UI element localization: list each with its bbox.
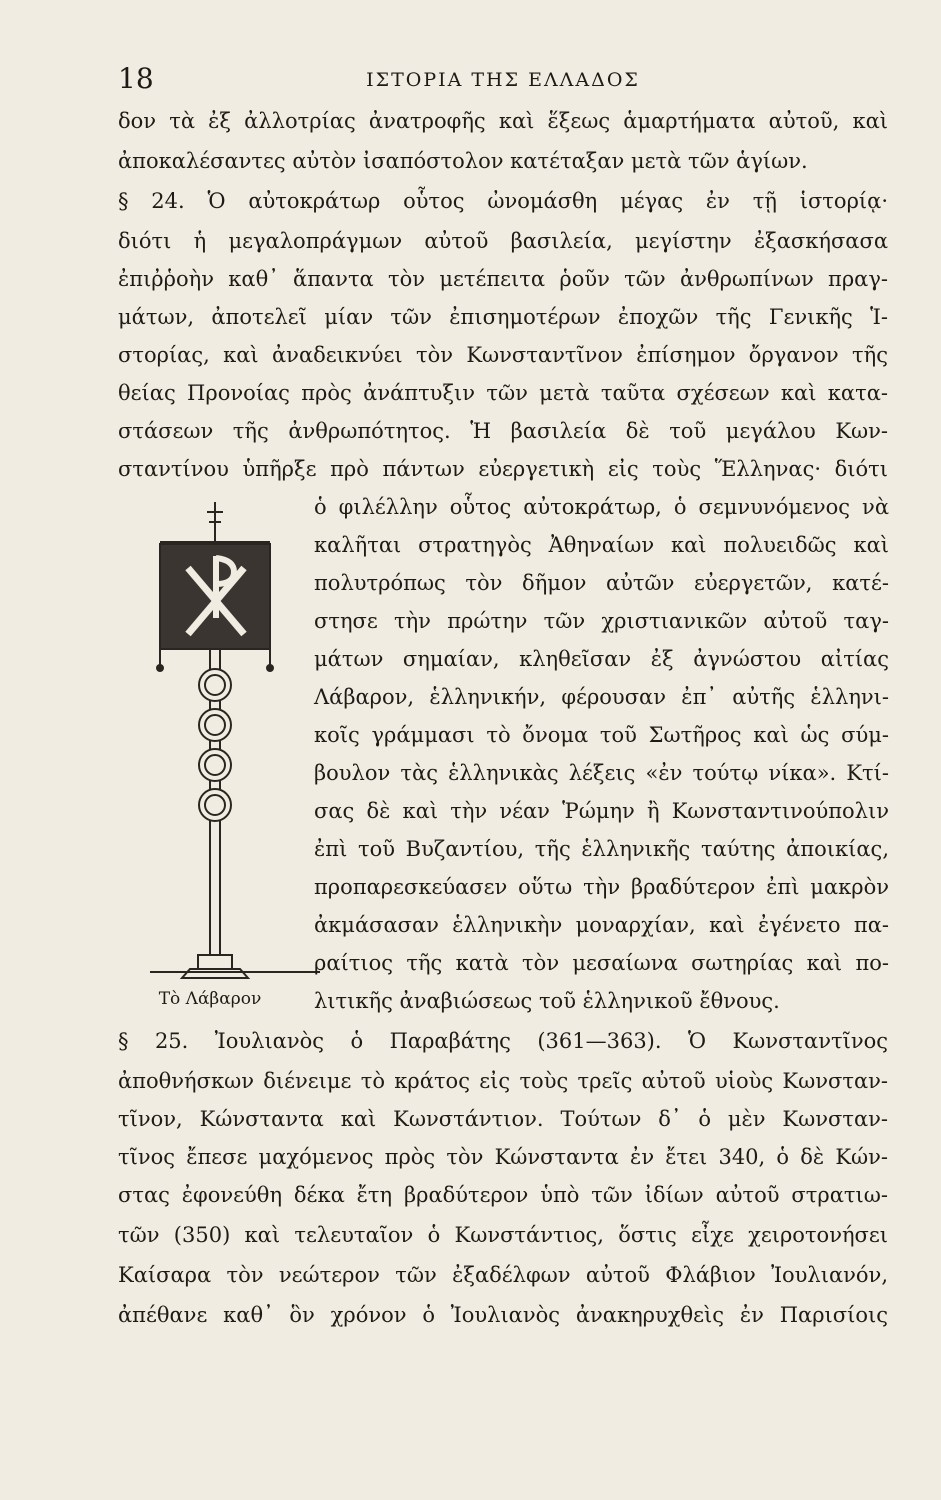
text-line: τῶν (350) καὶ τελευταῖον ὁ Κωνστάντιος, ὅστις εἶχε χειροτονήσει	[118, 1223, 888, 1247]
text-line: τῖνος ἔπεσε μαχόμενος πρὸς τὸν Κώνσταντα ἐν ἔτει 340, ὁ δὲ Κών-	[118, 1145, 888, 1169]
section-24-heading-line: § 24. Ὁ αὐτοκράτωρ οὗτος ὠνομάσθη μέγας ἐν τῇ ἱστορίᾳ·	[118, 189, 888, 213]
text-line: προπαρεσκεύασεν οὕτω τὴν βραδύτερον ἐπὶ μακρὸν	[314, 875, 889, 899]
text-line: κοῖς γράμμασι τὸ ὄνομα τοῦ Σωτῆρος καὶ ὡς σύμ-	[314, 723, 889, 747]
labarum-illustration	[150, 500, 310, 1020]
text-line: ραίτιος τῆς κατὰ τὸν μεσαίωνα σωτηρίας καὶ πο-	[314, 951, 889, 975]
text-line: μάτων σημαίαν, κληθεῖσαν ἐξ ἀγνώστου αἰτίας	[314, 647, 889, 671]
text-line: ὁ φιλέλλην οὗτος αὐτοκράτωρ, ὁ σεμνυνόμενος νὰ	[314, 495, 889, 519]
text-line: σταντίνου ὑπῆρξε πρὸ πάντων εὐεργετικὴ εἰς τοὺς Ἕλληνας· διότι	[118, 457, 888, 481]
text-line: πολυτρόπως τὸν δῆμον αὐτῶν εὐεργετῶν, κατέ-	[314, 571, 889, 595]
running-title: ΙΣΤΟΡΙΑ ΤΗΣ ΕΛΛΑΔΟΣ	[366, 69, 640, 91]
text-line: τῖνον, Κώνσταντα καὶ Κωνστάντιον. Τούτων δ᾽ ὁ μὲν Κωνσταν-	[118, 1107, 888, 1131]
text-line: σας δὲ καὶ τὴν νέαν Ῥώμην ἢ Κωνσταντινούπολιν	[314, 799, 889, 823]
text-line: στας ἐφονεύθη δέκα ἔτη βραδύτερον ὑπὸ τῶν ἰδίων αὐτοῦ στρατιω-	[118, 1183, 888, 1207]
text-line: στησε τὴν πρώτην τῶν χριστιανικῶν αὐτοῦ ταγ-	[314, 609, 889, 633]
text-line: ἀποθνήσκων διένειμε τὸ κράτος εἰς τοὺς τρεῖς αὐτοῦ υἱοὺς Κωνσταν-	[118, 1069, 888, 1093]
text-line: στάσεων τῆς ἀνθρωπότητος. Ἡ βασιλεία δὲ τοῦ μεγάλου Κων-	[118, 419, 888, 443]
text-line: Λάβαρον, ἑλληνικήν, φέρουσαν ἐπ᾽ αὐτῆς ἑλληνι-	[314, 685, 889, 709]
text-line: ἀπέθανε καθ᾽ ὃν χρόνον ὁ Ἰουλιανὸς ἀνακηρυχθεὶς ἐν Παρισίοις	[118, 1303, 888, 1327]
text-line: ἀκμάσασαν ἑλληνικὴν μοναρχίαν, καὶ ἐγένετο πα-	[314, 913, 889, 937]
text-line: μάτων, ἀποτελεῖ μίαν τῶν ἐπισημοτέρων ἐποχῶν τῆς Γενικῆς Ἱ-	[118, 305, 888, 329]
page-header	[118, 64, 888, 94]
text-line: ἐπιῤῥοὴν καθ᾽ ἅπαντα τὸν μετέπειτα ῥοῦν τῶν ἀνθρωπίνων πραγ-	[118, 267, 888, 291]
text-line: θείας Προνοίας πρὸς ἀνάπτυξιν τῶν μετὰ ταῦτα σχέσεων καὶ κατα-	[118, 381, 888, 405]
text-line: δον τὰ ἐξ ἀλλοτρίας ἀνατροφῆς καὶ ἕξεως ἁμαρτήματα αὐτοῦ, καὶ	[118, 109, 888, 133]
text-line: ἀποκαλέσαντες αὐτὸν ἰσαπόστολον κατέταξαν μετὰ τῶν ἁγίων.	[118, 149, 808, 173]
text-line: Καίσαρα τὸν νεώτερον τῶν ἐξαδέλφων αὐτοῦ Φλάβιον Ἰουλιανόν,	[118, 1263, 888, 1287]
figure-rule	[150, 971, 320, 973]
figure-caption: Τὸ Λάβαρον	[158, 989, 262, 1009]
text-line: βουλον τὰς ἑλληνικὰς λέξεις «ἐν τούτῳ νίκα». Κτί-	[314, 761, 889, 785]
text-line: διότι ἡ μεγαλοπράγμων αὐτοῦ βασιλεία, μεγίστην ἐξασκήσασα	[118, 229, 888, 253]
text-line: στορίας, καὶ ἀναδεικνύει τὸν Κωνσταντῖνον ἐπίσημον ὄργανον τῆς	[118, 343, 888, 367]
page-number: 18	[118, 62, 154, 95]
text-line: ἐπὶ τοῦ Βυζαντίου, τῆς ἑλληνικῆς ταύτης ἀποικίας,	[314, 837, 889, 861]
section-25-heading-line: § 25. Ἰουλιανὸς ὁ Παραβάτης (361—363). Ὁ Κωνσταντῖνος	[118, 1029, 888, 1053]
text-line: καλῆται στρατηγὸς Ἀθηναίων καὶ πολυειδῶς καὶ	[314, 533, 889, 557]
text-line: λιτικῆς ἀναβιώσεως τοῦ ἑλληνικοῦ ἔθνους.	[314, 989, 780, 1013]
